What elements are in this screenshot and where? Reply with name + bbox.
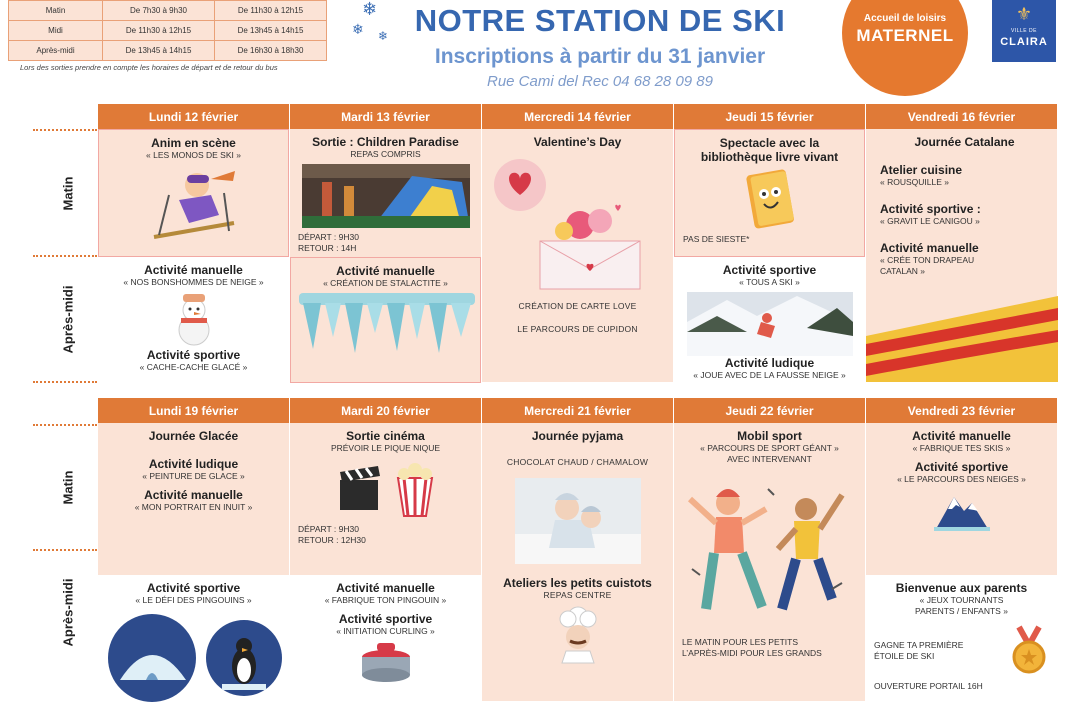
- week-1: [97, 104, 1057, 383]
- hours-value: De 16h30 à 18h30: [215, 41, 327, 61]
- activity-line: L’APRÈS-MIDI POUR LES GRANDS: [682, 648, 822, 658]
- morning-cell: [98, 423, 289, 575]
- hours-value: De 11h30 à 12h15: [215, 1, 327, 21]
- curling-stone-icon: [359, 641, 413, 685]
- day-header: Jeudi 15 février: [674, 104, 865, 129]
- playground-photo: [302, 164, 470, 228]
- day-header: Vendredi 16 février: [866, 104, 1057, 129]
- activity-title: Activité manuelle: [336, 264, 435, 278]
- day-column: [97, 398, 289, 701]
- fullday-cell: [482, 129, 673, 382]
- medal-icon: [1009, 627, 1049, 675]
- activity-title: Activité manuelle: [336, 581, 435, 595]
- activity-line: CRÉATION DE CARTE LOVE: [518, 301, 637, 311]
- day-header: Mercredi 14 février: [482, 104, 673, 129]
- center-badge: [842, 0, 968, 96]
- day-header: Jeudi 22 février: [674, 398, 865, 423]
- day-header: Lundi 19 février: [98, 398, 289, 423]
- love-letter-icon: [490, 151, 666, 301]
- side-label-afternoon: Après-midi: [60, 285, 76, 353]
- activity-sub: « PEINTURE DE GLACE »: [142, 471, 245, 481]
- snowflake-icon: ❄: [362, 0, 378, 19]
- fullday-cell: [482, 423, 673, 701]
- catalan-flag-icon: [866, 286, 1058, 382]
- activity-title: Activité ludique: [724, 356, 815, 370]
- crest-icon: ⚜: [1015, 4, 1033, 24]
- activity-sub: REPAS COMPRIS: [350, 149, 421, 159]
- day-column: [865, 104, 1057, 383]
- activity-sub: « INITIATION CURLING »: [336, 626, 435, 636]
- chef-icon: [546, 605, 610, 663]
- hours-row: [9, 1, 327, 21]
- day-header: Vendredi 23 février: [866, 398, 1057, 423]
- activity-sub: AVEC INTERVENANT: [727, 454, 812, 464]
- morning-cell: [290, 423, 481, 575]
- activity-sub: CHOCOLAT CHAUD / CHAMALOW: [506, 457, 649, 467]
- afternoon-cell: [866, 575, 1057, 701]
- page-subtitle: Inscriptions à partir du 31 janvier: [434, 45, 766, 68]
- hours-row: [9, 41, 327, 61]
- activity-sub: « FABRIQUE TON PINGOUIN »: [324, 595, 447, 605]
- hours-value: De 13h45 à 14h15: [215, 21, 327, 41]
- hours-label: Après-midi: [9, 41, 103, 61]
- afternoon-cell: [674, 257, 865, 383]
- activity-title: Activité sportive: [722, 263, 817, 277]
- activity-title: Journée Catalane: [914, 135, 1015, 149]
- activity-line: LE PARCOURS DE CUPIDON: [517, 324, 638, 334]
- badge-small: Accueil de loisirs: [863, 13, 947, 24]
- activity-title: Activité sportive: [338, 612, 433, 626]
- hours-label: Midi: [9, 21, 103, 41]
- return: RETOUR : 12H30: [298, 535, 366, 545]
- activity-line: LE MATIN POUR LES PETITS: [682, 637, 799, 647]
- day-column: [481, 104, 673, 383]
- activity-title: Spectacle avec la bibliothèque livre vivant: [700, 136, 839, 164]
- day-header: Lundi 12 février: [98, 104, 289, 129]
- igloo-penguin-icon: [106, 610, 282, 706]
- activity-sub: « FABRIQUE TES SKIS »: [912, 443, 1011, 453]
- activity-title: Bienvenue aux parents: [895, 581, 1028, 595]
- day-column: [865, 398, 1057, 701]
- activity-title: Atelier cuisine: [880, 163, 963, 177]
- morning-cell: [290, 129, 481, 257]
- hours-label: Matin: [9, 1, 103, 21]
- activity-sub: « NOS BONSHOMMES DE NEIGE »: [123, 277, 264, 287]
- day-column: [289, 104, 481, 383]
- activity-line: OUVERTURE PORTAIL 16H: [874, 681, 983, 691]
- afternoon-cell: [290, 575, 481, 701]
- activity-title: Journée Glacée: [148, 429, 239, 443]
- hours-note: Lors des sorties prendre en compte les horaires de départ et de retour du bus: [20, 63, 278, 72]
- activity-title: Activité sportive: [146, 348, 241, 362]
- activity-title: Journée pyjama: [531, 429, 624, 443]
- activity-line: GAGNE TA PREMIÈRE: [874, 640, 964, 650]
- activity-sub: PRÉVOIR LE PIQUE NIQUE: [330, 443, 441, 453]
- activity-sub: « LE PARCOURS DES NEIGES »: [897, 474, 1026, 484]
- logo-name: CLAIRA: [1000, 36, 1048, 48]
- hours-table: [8, 0, 327, 61]
- badge-big: MATERNEL: [856, 26, 954, 45]
- activity-title: Activité manuelle: [144, 263, 243, 277]
- afternoon-cell: [290, 257, 481, 383]
- activity-title: Anim en scène: [151, 136, 236, 150]
- ski-photo: [687, 292, 853, 356]
- address: Rue Cami del Rec 04 68 28 09 89: [487, 73, 713, 90]
- return: RETOUR : 14H: [298, 243, 357, 253]
- snowflake-icon: ❄: [378, 29, 389, 43]
- book-icon: [740, 168, 800, 232]
- activity-sub: « CRÉATION DE STALACTITE »: [323, 278, 448, 288]
- activity-sub: PARENTS / ENFANTS »: [915, 606, 1008, 616]
- day-column: [673, 104, 865, 383]
- activity-title: Activité manuelle: [144, 488, 243, 502]
- side-label-afternoon: Après-midi: [60, 578, 76, 647]
- day-column: [289, 398, 481, 701]
- logo-small: VILLE DE: [1011, 28, 1037, 34]
- morning-cell: [866, 423, 1057, 575]
- activity-sub: « ROUSQUILLE »: [880, 177, 949, 187]
- activity-sub: « LE DÉFI DES PINGOUINS »: [135, 595, 252, 605]
- side-label-morning: Matin: [60, 470, 76, 504]
- activity-title: Sortie cinéma: [346, 429, 425, 443]
- activity-sub: REPAS CENTRE: [543, 590, 612, 600]
- activity-title: Activité sportive: [146, 581, 241, 595]
- fullday-cell: [866, 129, 1057, 382]
- departure: DÉPART : 9H30: [298, 524, 359, 534]
- activity-note: PAS DE SIESTE*: [683, 234, 750, 244]
- day-header: Mercredi 21 février: [482, 398, 673, 423]
- snowflake-icon: ❄: [352, 21, 364, 37]
- day-column: [481, 398, 673, 701]
- activity-line: ÉTOILE DE SKI: [874, 651, 935, 661]
- fullday-cell: [674, 423, 865, 701]
- hours-value: De 7h30 à 9h30: [103, 1, 215, 21]
- morning-cell: [674, 129, 865, 257]
- pyjama-photo: [515, 478, 641, 564]
- side-label-morning: Matin: [60, 176, 76, 210]
- day-column: [97, 104, 289, 383]
- activity-title: Mobil sport: [737, 429, 802, 443]
- morning-cell: [98, 129, 289, 257]
- hours-value: De 13h45 à 14h15: [103, 41, 215, 61]
- departure: DÉPART : 9H30: [298, 232, 359, 242]
- mountain-icon: [934, 489, 990, 533]
- afternoon-cell: [98, 575, 289, 701]
- hours-value: De 11h30 à 12h15: [103, 21, 215, 41]
- day-header: Mardi 13 février: [290, 104, 481, 129]
- skier-icon: [149, 165, 239, 245]
- sport-kids-icon: [682, 479, 858, 629]
- activity-sub: « TOUS A SKI »: [739, 277, 800, 287]
- activity-sub: « JOUE AVEC DE LA FAUSSE NEIGE »: [693, 370, 846, 380]
- week-2: [97, 398, 1057, 701]
- activity-title: Valentine’s Day: [533, 135, 622, 149]
- activity-title: Sortie : Children Paradise: [312, 135, 459, 149]
- activity-title: Activité sportive: [914, 460, 1009, 474]
- day-column: [673, 398, 865, 701]
- icicles-icon: [299, 293, 475, 355]
- activity-sub: « CRÉE TON DRAPEAU CATALAN »: [880, 255, 975, 276]
- activity-sub: « GRAVIT LE CANIGOU »: [880, 216, 980, 226]
- activity-sub: « LES MONOS DE SKI »: [146, 150, 241, 160]
- activity-sub: « JEUX TOURNANTS: [919, 595, 1004, 605]
- activity-sub: « CACHE-CACHE GLACÉ »: [139, 362, 248, 372]
- activity-title: Activité sportive :: [880, 202, 981, 216]
- snowman-icon: [169, 292, 219, 348]
- activity-sub: « MON PORTRAIT EN INUIT »: [134, 502, 253, 512]
- activity-title: Ateliers les petits cuistots: [503, 576, 652, 590]
- city-logo: [992, 0, 1056, 62]
- activity-title: Activité ludique: [148, 457, 239, 471]
- hours-row: [9, 21, 327, 41]
- activity-title: Activité manuelle: [912, 429, 1011, 443]
- cinema-icon: [326, 458, 446, 518]
- activity-sub: « PARCOURS DE SPORT GÉANT »: [700, 443, 839, 453]
- activity-title: Activité manuelle: [880, 241, 979, 255]
- day-header: Mardi 20 février: [290, 398, 481, 423]
- page-title: NOTRE STATION DE SKI: [414, 3, 786, 38]
- afternoon-cell: [98, 257, 289, 383]
